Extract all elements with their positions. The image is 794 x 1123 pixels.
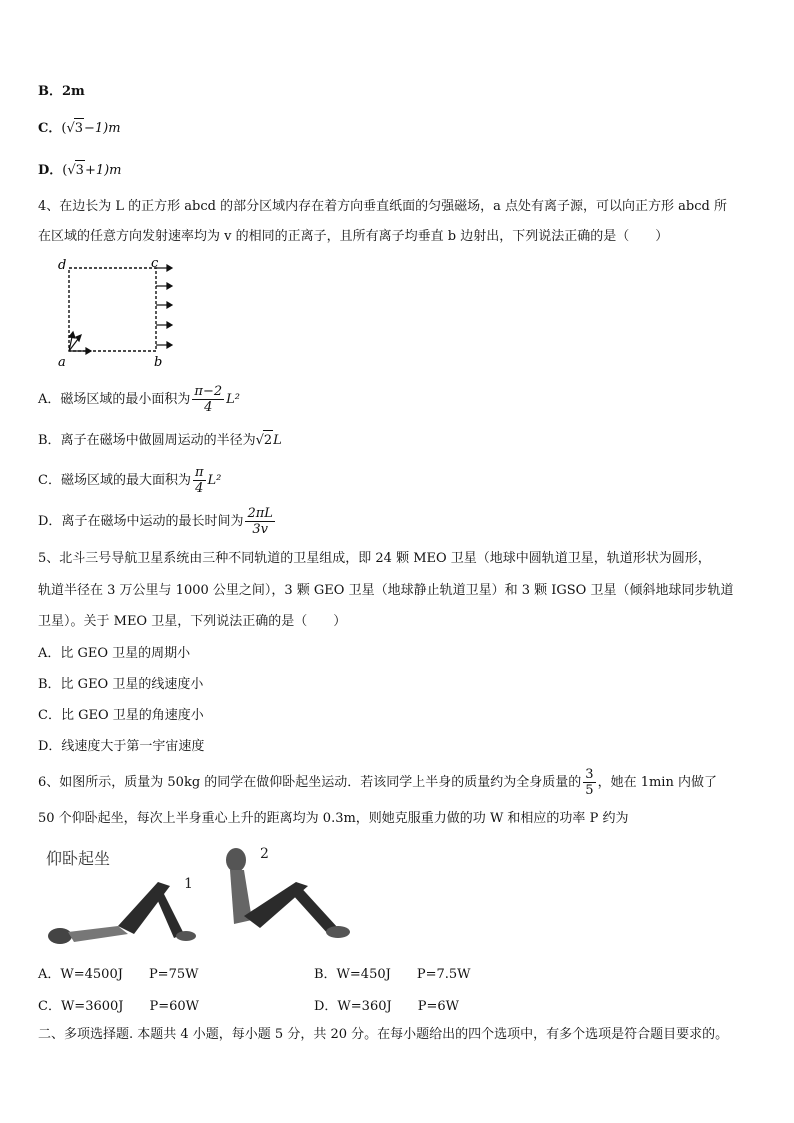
q4-stem-line1: 4、在边长为 L 的正方形 abcd 的部分区域内存在着方向垂直纸面的匀强磁场，a 点处有离子源，可以向正方形 abcd 所 <box>38 199 727 214</box>
q6-stem-line2: 50 个仰卧起坐，每次上半身重心上升的距离均为 0.3m，则她克服重力做的功 W 和相应的功率 P 约为 <box>38 811 629 826</box>
q5-option-d: D．线速度大于第一宇宙速度 <box>38 739 205 754</box>
situp-figure <box>38 842 398 957</box>
q4-option-d: D．离子在磁场中运动的最长时间为 $\frac{2\pi L}{3v}$ <box>38 506 273 537</box>
figure-caption: 仰卧起坐 <box>46 849 111 868</box>
q6-option-b: B．W=450J P=7.5W <box>314 967 471 982</box>
q5-stem-line3: 卫星）。关于 MEO 卫星，下列说法正确的是（ ） <box>38 614 347 629</box>
q6-option-a: A．W=4500J P=75W <box>38 967 199 982</box>
label-c: c <box>151 256 159 271</box>
q5-stem-line2: 轨道半径在 3 万公里与 1000 公里之间），3 颗 GEO 卫星（地球静止轨道卫星）和 3 颗 IGSO 卫星（倾斜地球同步轨道 <box>38 583 734 598</box>
q5-option-b: B．比 GEO 卫星的线速度小 <box>38 677 204 692</box>
person-sitting <box>226 848 350 938</box>
q6-option-d: D．W=360J P=6W <box>314 999 459 1014</box>
q6-stem-line1: 6、如图所示，质量为 50kg 的同学在做仰卧起坐运动．若该同学上半身的质量约为全身质量的 $\frac{3}{5}$ ，她在 1min 内做了 <box>38 767 717 798</box>
label-a: a <box>58 355 66 370</box>
q5-option-c: C．比 GEO 卫星的角速度小 <box>38 708 204 723</box>
q6-option-c: C．W=3600J P=60W <box>38 999 200 1014</box>
label-d: d <box>58 258 67 273</box>
q4-option-b: B．离子在磁场中做圆周运动的半径为√2L <box>38 430 282 451</box>
figure-label-2: 2 <box>260 846 269 862</box>
q5-stem-line1: 5、北斗三号导航卫星系统由三种不同轨道的卫星组成，即 24 颗 MEO 卫星（地球中圆轨道卫星，轨道形状为圆形， <box>38 551 711 566</box>
q4-option-c: C．磁场区域的最大面积为 $\frac{\pi}{4}$ L² <box>38 465 222 496</box>
figure-label-1: 1 <box>184 876 193 892</box>
q3-option-d: D．(√3+1)m <box>38 160 122 181</box>
q5-option-a: A．比 GEO 卫星的周期小 <box>38 646 191 661</box>
q3-option-c: C．(√3−1)m <box>38 118 121 139</box>
q4-option-a: A．磁场区域的最小面积为 $\frac{\pi-2}{4}$ L² <box>38 384 240 415</box>
section-two-heading: 二、多项选择题. 本题共 4 小题，每小题 5 分，共 20 分。在每小题给出的四个选项中，有多个选项是符合题目要求的。 <box>38 1027 729 1042</box>
q3-option-b: B．2m <box>38 84 85 99</box>
q4-square-figure <box>50 255 210 370</box>
q4-stem-line2: 在区域的任意方向发射速率均为 v 的相同的正离子，且所有离子均垂直 b 边射出，下列说法正确的是（ ） <box>38 229 669 244</box>
label-b: b <box>154 355 163 370</box>
person-lying <box>48 882 196 944</box>
